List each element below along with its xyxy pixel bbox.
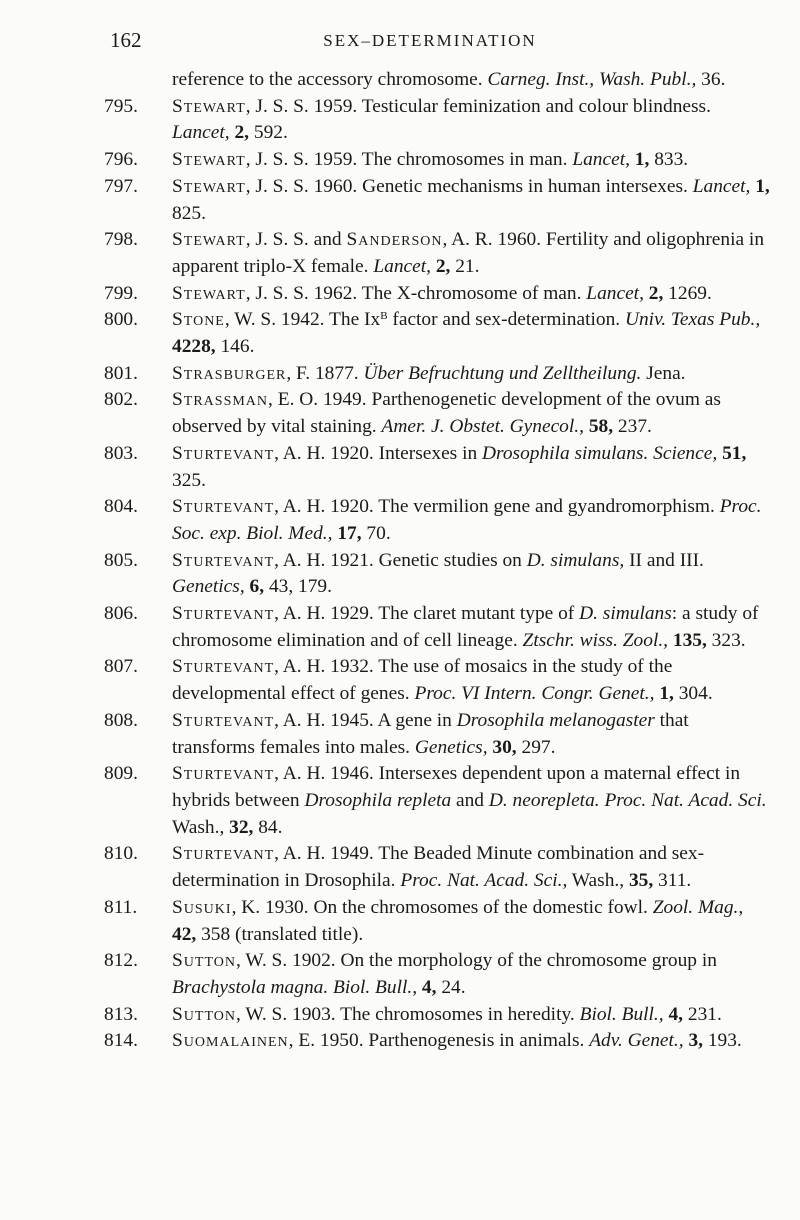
reference-number: 802. bbox=[104, 389, 138, 411]
reference-text bbox=[172, 147, 772, 174]
text-segment: , A. H. 1920. The vermilion gene and gyandromorphism. bbox=[274, 496, 720, 518]
page-number: 162 bbox=[110, 28, 142, 52]
italic-text: Biol. Bull., bbox=[579, 1003, 664, 1025]
italic-text: Zool. Mag., bbox=[652, 896, 744, 918]
text-segment: , W. S. 1902. On the morphology of the chromosome group in bbox=[235, 950, 717, 972]
reference-text bbox=[172, 548, 772, 601]
author-name: Stewart bbox=[172, 229, 246, 251]
italic-text: Genetics, bbox=[414, 736, 488, 758]
volume-number: 2, bbox=[234, 122, 250, 144]
reference-number: 813. bbox=[104, 1003, 138, 1025]
italic-text: Drosophila repleta bbox=[304, 789, 452, 811]
reference-text bbox=[172, 601, 772, 654]
reference-entry bbox=[104, 841, 772, 894]
text-segment: , J. S. S. 1959. Testicular feminization and colour blindness. bbox=[245, 95, 711, 117]
reference-number: 797. bbox=[104, 175, 138, 197]
reference-text bbox=[172, 361, 772, 388]
author-name: Stewart bbox=[172, 149, 246, 171]
text-segment: 237. bbox=[613, 416, 652, 438]
text-segment: , A. H. 1949. The Beaded Minute combination and sex-determination in Drosophila. bbox=[172, 843, 705, 892]
author-name: Stewart bbox=[172, 282, 246, 304]
text-segment: factor and sex-determination. bbox=[387, 309, 625, 331]
italic-text: Amer. J. Obstet. Gynecol., bbox=[381, 416, 584, 438]
text-segment: 193. bbox=[703, 1030, 742, 1052]
text-segment: , A. H. 1932. The use of mosaics in the study of the developmental effect of genes. bbox=[172, 656, 673, 705]
reference-number: 799. bbox=[104, 282, 138, 304]
reference-text bbox=[172, 654, 772, 707]
volume-number: 30, bbox=[492, 736, 517, 758]
reference-text bbox=[172, 494, 772, 547]
author-name: Stewart bbox=[172, 95, 246, 117]
reference-number: 801. bbox=[104, 362, 138, 384]
volume-number: 135, bbox=[672, 629, 707, 651]
volume-number: 1, bbox=[755, 175, 770, 197]
volume-number: 35, bbox=[628, 870, 654, 892]
reference-entry bbox=[172, 67, 772, 94]
text-segment: and bbox=[451, 789, 489, 811]
reference-text bbox=[172, 948, 772, 1001]
text-segment: , J. S. S. and bbox=[245, 229, 347, 251]
author-name: Sanderson bbox=[346, 229, 443, 251]
italic-text: Lancet, bbox=[373, 255, 431, 277]
author-name: Strassman bbox=[172, 389, 269, 411]
volume-number: 4, bbox=[668, 1003, 684, 1025]
text-segment: 36. bbox=[696, 69, 726, 90]
reference-number: 798. bbox=[104, 229, 138, 251]
text-segment: 325. bbox=[172, 469, 206, 491]
page-header bbox=[110, 28, 740, 58]
volume-number: 4, bbox=[421, 976, 437, 998]
reference-entry bbox=[104, 147, 772, 174]
italic-text: Brachystola magna. Biol. Bull., bbox=[172, 976, 418, 998]
text-segment: 833. bbox=[649, 149, 689, 171]
italic-text: Über Befruchtung und Zelltheilung. bbox=[363, 362, 642, 384]
text-segment: Wash., bbox=[567, 870, 629, 892]
author-name: Sutton bbox=[172, 1003, 236, 1025]
reference-text bbox=[172, 174, 772, 227]
text-segment: , W. S. 1903. The chromosomes in heredity. bbox=[235, 1003, 580, 1025]
text-segment: 1269. bbox=[663, 282, 712, 304]
reference-entry bbox=[104, 174, 772, 227]
author-name: Stewart bbox=[172, 175, 246, 197]
text-segment: reference to the accessory chromosome. bbox=[172, 69, 488, 90]
text-segment: 146. bbox=[215, 336, 255, 358]
text-segment: II and III. bbox=[624, 549, 704, 571]
reference-number: 809. bbox=[104, 763, 138, 785]
reference-entry bbox=[104, 494, 772, 547]
volume-number: 51, bbox=[722, 442, 747, 464]
reference-entry bbox=[104, 895, 772, 948]
text-segment: , A. H. 1945. A gene in bbox=[274, 709, 457, 731]
italic-text: Lancet, bbox=[586, 282, 644, 304]
reference-text bbox=[172, 281, 772, 308]
italic-text: D. neorepleta. Proc. Nat. Acad. Sci. bbox=[488, 789, 767, 811]
text-segment: , J. S. S. 1960. Genetic mechanisms in human intersexes. bbox=[245, 175, 693, 197]
reference-entry bbox=[104, 654, 772, 707]
author-name: Sturtevant bbox=[172, 843, 275, 865]
text-segment: , K. 1930. On the chromosomes of the domestic fowl. bbox=[231, 896, 653, 918]
italic-text: Proc. Soc. exp. Biol. Med., bbox=[172, 496, 762, 544]
reference-entry bbox=[104, 94, 772, 147]
italic-text: Lancet, bbox=[172, 122, 230, 144]
text-segment: 43, 179. bbox=[264, 576, 332, 598]
text-segment: 304. bbox=[673, 683, 713, 705]
text-segment: 323. bbox=[706, 629, 746, 651]
reference-text bbox=[172, 841, 772, 894]
reference-entry bbox=[104, 761, 772, 841]
text-segment: Wash., bbox=[172, 816, 230, 838]
text-segment: 70. bbox=[361, 522, 391, 544]
reference-number: 808. bbox=[104, 709, 138, 731]
italic-text: Lancet, bbox=[692, 175, 751, 197]
reference-number: 806. bbox=[104, 603, 138, 625]
reference-entry bbox=[104, 1028, 772, 1055]
volume-number: 1, bbox=[659, 683, 674, 705]
author-name: Sturtevant bbox=[172, 709, 275, 731]
text-segment: , A. H. 1946. Intersexes dependent upon a maternal effect in hybrids between bbox=[172, 763, 741, 811]
italic-text: Carneg. Inst., Wash. Publ., bbox=[487, 69, 697, 90]
italic-text: Lancet, bbox=[572, 149, 630, 171]
superscript: B bbox=[380, 310, 388, 323]
author-name: Suomalainen bbox=[172, 1030, 289, 1052]
reference-number: 807. bbox=[104, 656, 138, 678]
reference-entry bbox=[104, 1002, 772, 1029]
text-segment: 592. bbox=[249, 122, 288, 144]
text-segment: 358 (translated title). bbox=[196, 923, 364, 945]
author-name: Sturtevant bbox=[172, 549, 275, 571]
text-segment: , A. H. 1921. Genetic studies on bbox=[274, 549, 527, 571]
italic-text: D. simulans bbox=[579, 603, 672, 625]
text-segment: Jena. bbox=[641, 362, 686, 384]
italic-text: Genetics, bbox=[172, 576, 245, 598]
reference-entry bbox=[104, 307, 772, 360]
text-segment: 297. bbox=[516, 736, 556, 758]
reference-entry bbox=[104, 227, 772, 280]
reference-text bbox=[172, 761, 772, 841]
author-name: Sturtevant bbox=[172, 603, 275, 625]
text-segment: 311. bbox=[653, 870, 692, 892]
reference-list bbox=[0, 67, 800, 1055]
reference-entry bbox=[104, 387, 772, 440]
italic-text: Ztschr. wiss. Zool., bbox=[522, 629, 669, 651]
running-title: SEX–DETERMINATION bbox=[323, 31, 537, 50]
author-name: Sutton bbox=[172, 950, 236, 972]
reference-text bbox=[172, 708, 772, 761]
volume-number: 3, bbox=[688, 1030, 703, 1052]
volume-number: 1, bbox=[634, 149, 650, 171]
reference-entry bbox=[104, 281, 772, 308]
text-segment: , A. H. 1929. The claret mutant type of bbox=[274, 603, 580, 625]
italic-text: Adv. Genet., bbox=[589, 1030, 684, 1052]
italic-text: Drosophila melanogaster bbox=[456, 709, 655, 731]
reference-number: 800. bbox=[104, 309, 138, 331]
reference-text bbox=[172, 227, 772, 280]
reference-text bbox=[172, 1002, 772, 1029]
italic-text: Proc. VI Intern. Congr. Genet., bbox=[414, 683, 655, 705]
text-segment: , E. O. 1949. Parthenogenetic development of the ovum as observed by vital staining. bbox=[172, 389, 721, 438]
reference-number: 812. bbox=[104, 950, 138, 972]
reference-entry bbox=[104, 548, 772, 601]
volume-number: 17, bbox=[337, 522, 362, 544]
reference-entry bbox=[104, 948, 772, 1001]
text-segment: , A. H. 1920. Intersexes in bbox=[274, 442, 483, 464]
volume-number: 4228, bbox=[172, 336, 216, 358]
volume-number: 6, bbox=[249, 576, 265, 598]
volume-number: 2, bbox=[435, 255, 451, 277]
italic-text: D. simulans, bbox=[526, 549, 625, 571]
author-name: Sturtevant bbox=[172, 442, 275, 464]
volume-number: 32, bbox=[229, 816, 254, 838]
reference-number: 795. bbox=[104, 95, 138, 117]
reference-number: 810. bbox=[104, 843, 138, 865]
text-segment: 24. bbox=[436, 976, 466, 998]
reference-number: 805. bbox=[104, 549, 138, 571]
reference-text bbox=[172, 94, 772, 147]
italic-text: Proc. Nat. Acad. Sci., bbox=[400, 870, 568, 892]
text-segment: , J. S. S. 1959. The chromosomes in man. bbox=[245, 149, 573, 171]
reference-text bbox=[172, 441, 772, 494]
reference-entry bbox=[104, 601, 772, 654]
reference-number: 814. bbox=[104, 1030, 138, 1052]
reference-text bbox=[172, 1028, 772, 1055]
text-segment: , J. S. S. 1962. The X-chromosome of man. bbox=[245, 282, 587, 304]
author-name: Susuki bbox=[172, 896, 232, 918]
author-name: Strasburger bbox=[172, 362, 287, 384]
reference-text bbox=[172, 895, 772, 948]
text-segment: 84. bbox=[253, 816, 283, 838]
author-name: Sturtevant bbox=[172, 496, 275, 518]
italic-text: Univ. Texas Pub., bbox=[624, 309, 761, 331]
reference-text bbox=[172, 387, 772, 440]
text-segment: 21. bbox=[450, 255, 480, 277]
reference-number: 811. bbox=[104, 896, 138, 918]
author-name: Sturtevant bbox=[172, 763, 275, 785]
text-segment: , A. R. 1960. Fertility and oligophrenia in apparent triplo-X female. bbox=[172, 229, 765, 277]
text-segment: , W. S. 1942. The Ix bbox=[224, 309, 381, 331]
italic-text: Drosophila simulans. Science, bbox=[482, 442, 718, 464]
reference-entry bbox=[104, 441, 772, 494]
reference-text bbox=[172, 307, 772, 360]
volume-number: 2, bbox=[648, 282, 664, 304]
reference-number: 803. bbox=[104, 442, 138, 464]
text-segment: 825. bbox=[172, 202, 206, 224]
volume-number: 58, bbox=[588, 416, 614, 438]
reference-text bbox=[172, 67, 772, 94]
author-name: Sturtevant bbox=[172, 656, 275, 678]
text-segment: : a study of chromosome elimination and of cell lineage. bbox=[172, 603, 759, 651]
reference-number: 796. bbox=[104, 149, 138, 171]
text-segment: , F. 1877. bbox=[286, 362, 364, 384]
text-segment: , E. 1950. Parthenogenesis in animals. bbox=[288, 1030, 590, 1052]
reference-entry bbox=[104, 708, 772, 761]
volume-number: 42, bbox=[172, 923, 197, 945]
reference-number: 804. bbox=[104, 496, 138, 518]
author-name: Stone bbox=[172, 309, 225, 331]
text-segment: 231. bbox=[683, 1003, 722, 1025]
reference-entry bbox=[104, 361, 772, 388]
text-segment: that transforms females into males. bbox=[172, 709, 689, 758]
